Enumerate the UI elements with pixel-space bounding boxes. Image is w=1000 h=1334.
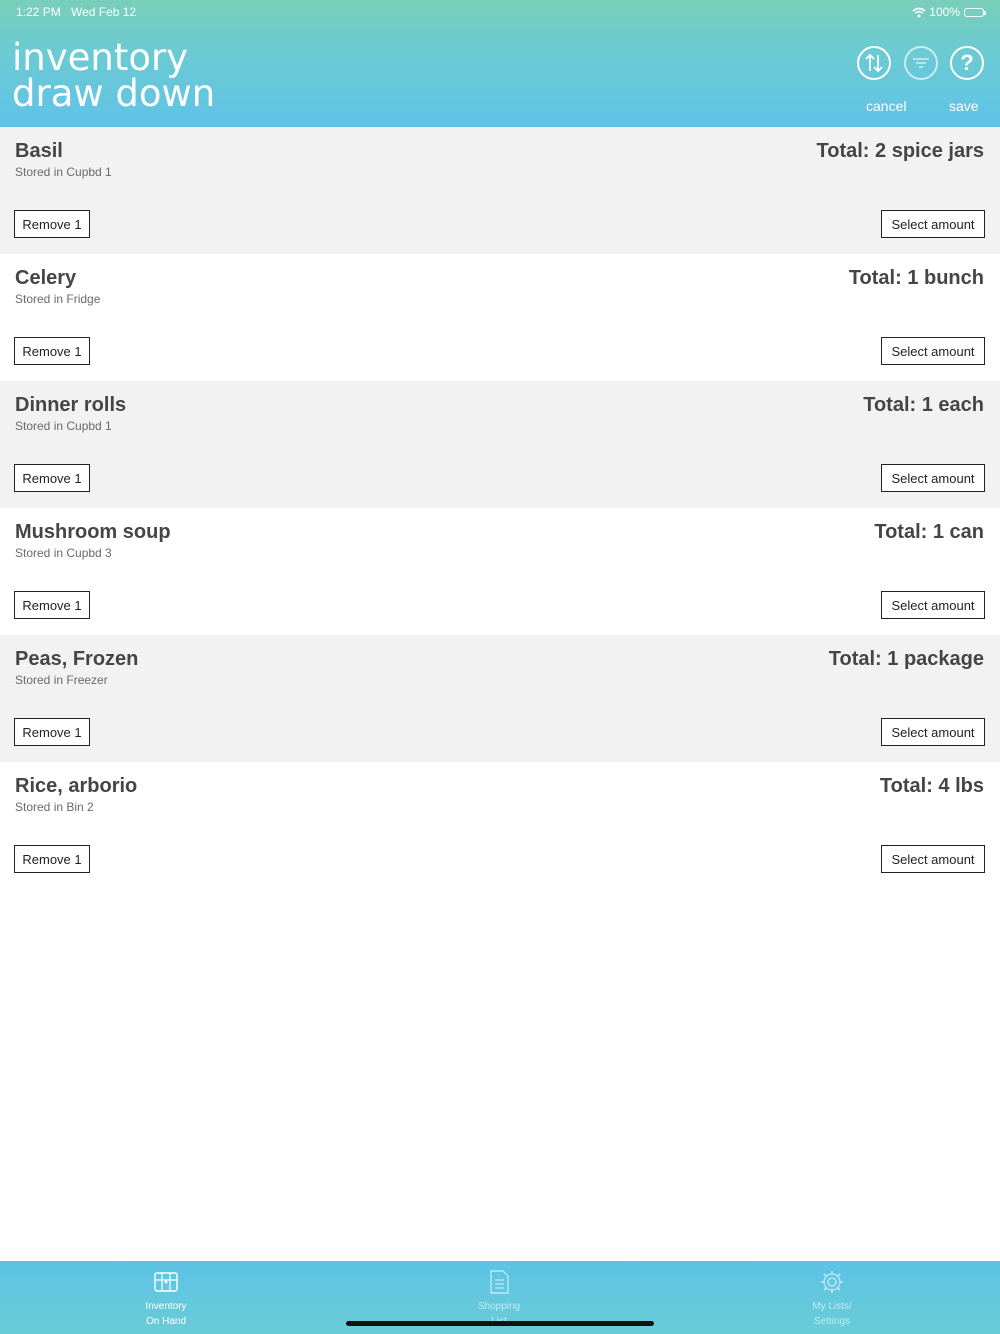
inventory-list <box>0 127 1000 889</box>
page-title <box>12 36 216 115</box>
chest-icon <box>153 1269 179 1295</box>
select-amount-button[interactable]: Select amount <box>881 337 985 365</box>
item-location: Stored in Fridge <box>15 292 101 306</box>
item-location: Stored in Cupbd 1 <box>15 165 112 179</box>
remove-one-button[interactable]: Remove 1 <box>14 464 90 492</box>
select-amount-button[interactable]: Select amount <box>881 591 985 619</box>
remove-one-button[interactable]: Remove 1 <box>14 845 90 873</box>
list-item <box>0 508 1000 635</box>
select-amount-button[interactable]: Select amount <box>881 464 985 492</box>
status-date: Wed Feb 12 <box>71 5 137 19</box>
filter-icon <box>911 56 931 70</box>
remove-one-button[interactable]: Remove 1 <box>14 718 90 746</box>
item-total: Total: 1 can <box>874 521 984 543</box>
item-name: Celery <box>15 267 77 289</box>
item-name: Peas, Frozen <box>15 648 139 670</box>
item-name: Rice, arborio <box>15 775 138 797</box>
question-mark-icon: ? <box>960 50 974 75</box>
item-total: Total: 2 spice jars <box>816 140 984 162</box>
filter-button[interactable] <box>904 46 938 80</box>
remove-one-button[interactable]: Remove 1 <box>14 337 90 365</box>
item-total: Total: 1 each <box>863 394 984 416</box>
status-time: 1:22 PM <box>16 5 61 19</box>
item-total: Total: 4 lbs <box>879 775 984 797</box>
item-name: Basil <box>15 140 63 162</box>
item-name: Dinner rolls <box>15 394 127 416</box>
cancel-button[interactable]: cancel <box>866 98 907 114</box>
tab-inventory-on-hand[interactable] <box>106 1269 226 1329</box>
item-location: Stored in Cupbd 1 <box>15 419 112 433</box>
select-amount-button[interactable]: Select amount <box>881 210 985 238</box>
item-total: Total: 1 package <box>828 648 984 670</box>
page-title-line1: inventory <box>12 36 189 79</box>
tab-shopping-list[interactable] <box>439 1269 559 1329</box>
list-item <box>0 381 1000 508</box>
remove-one-button[interactable]: Remove 1 <box>14 210 90 238</box>
list-item <box>0 762 1000 889</box>
item-location: Stored in Bin 2 <box>15 800 94 814</box>
sort-arrows-icon <box>863 52 885 74</box>
tab-label-line2: Settings <box>813 1316 851 1327</box>
list-item <box>0 127 1000 254</box>
select-amount-button[interactable]: Select amount <box>881 718 985 746</box>
tab-label-line1: My Lists/ <box>812 1301 852 1312</box>
page-title-line2: draw down <box>12 72 216 115</box>
sort-button[interactable] <box>857 46 891 80</box>
list-icon <box>486 1269 512 1295</box>
app-header <box>0 0 1000 127</box>
battery-icon <box>964 8 984 17</box>
tab-my-lists-settings[interactable] <box>772 1269 892 1329</box>
battery-percent: 100% <box>929 5 960 19</box>
tab-label-line2: On Hand <box>145 1316 187 1327</box>
item-name: Mushroom soup <box>15 521 171 543</box>
item-total: Total: 1 bunch <box>848 267 984 289</box>
list-item <box>0 635 1000 762</box>
help-button[interactable] <box>950 46 984 80</box>
gear-icon <box>819 1269 845 1295</box>
tab-label-line1: Inventory <box>145 1301 187 1312</box>
select-amount-button[interactable]: Select amount <box>881 845 985 873</box>
item-location: Stored in Freezer <box>15 673 108 687</box>
item-location: Stored in Cupbd 3 <box>15 546 112 560</box>
save-button[interactable]: save <box>949 98 979 114</box>
status-bar <box>16 5 984 19</box>
tab-label-line1: Shopping <box>477 1301 521 1312</box>
list-item <box>0 254 1000 381</box>
wifi-icon <box>912 7 926 18</box>
status-right <box>912 5 984 19</box>
remove-one-button[interactable]: Remove 1 <box>14 591 90 619</box>
home-indicator[interactable] <box>346 1321 654 1326</box>
